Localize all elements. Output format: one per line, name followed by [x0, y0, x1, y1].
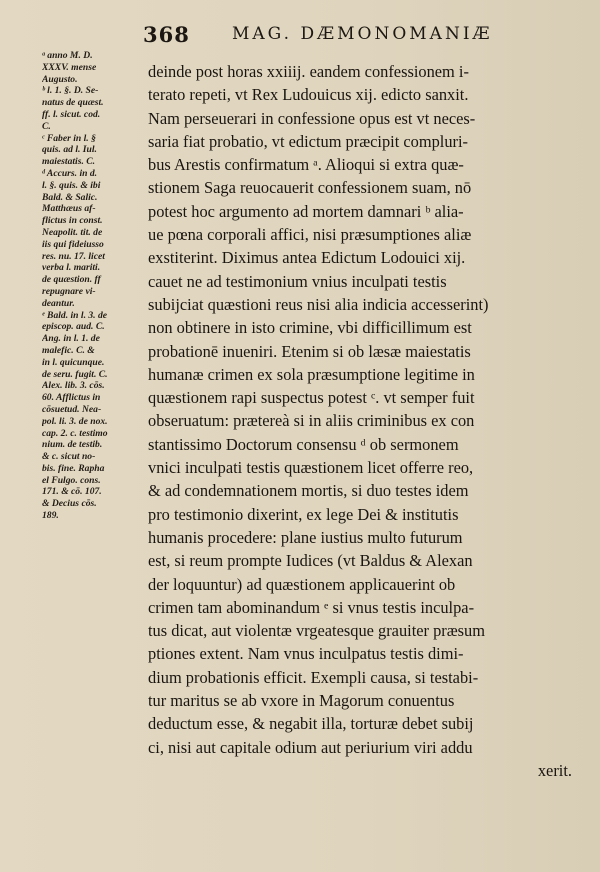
text-line: terato repeti, vt Rex Ludouicus xij. edicto sanxit. — [148, 85, 469, 105]
marginal-note-line: verba l. mariti. — [42, 262, 101, 274]
text-line: est, si reum prompte Iudices (vt Baldus & Alexan — [148, 551, 473, 571]
marginal-note-line: nium. de testib. — [42, 439, 103, 451]
marginal-note-line: deantur. — [42, 297, 75, 309]
marginal-note-line: maiestatis. C. — [42, 156, 96, 168]
marginal-note-line: 60. Afflictus in — [42, 392, 101, 404]
marginal-note-line: cap. 2. c. testimo — [42, 427, 108, 439]
marginal-notes — [42, 50, 152, 522]
text-line: obseruatum: prætereà si in aliis criminibus ex con — [148, 411, 475, 431]
text-line: der loquuntur) ad quæstionem applicauerint ob — [148, 574, 456, 594]
marginal-note-line: res. nu. 17. licet — [42, 250, 105, 262]
text-line: potest hoc argumento ad mortem damnari ᵇ alia- — [148, 201, 464, 221]
text-line: exstiterint. Diximus antea Edictum Lodouici xij. — [148, 248, 466, 268]
text-line: humanæ crimen ex sola præsumptione legitime in — [148, 364, 475, 384]
text-line: non obtinere in isto crimine, vbi difficillimum est — [148, 318, 472, 338]
text-line: saria fiat probatio, vt edictum præcipit compluri- — [148, 131, 468, 151]
marginal-note-line: ᵃ anno M. D. — [42, 50, 93, 61]
marginal-note-line: Matthæus af- — [42, 203, 96, 215]
text-line: vnici inculpati testis quæstionem licet offerre reo, — [148, 458, 474, 478]
text-line: quæstionem rapi suspectus potest ᶜ. vt semper fuit — [148, 388, 475, 408]
marginal-note-line: de quæstion. ff — [42, 274, 101, 286]
marginal-note-line: episcop. aud. C. — [42, 321, 105, 333]
marginal-note-line: natus de quæst. — [42, 97, 104, 109]
marginal-note-line: ᵉ Bald. in l. 3. de — [42, 309, 108, 321]
marginal-note-line: cōsuetud. Nea- — [42, 403, 102, 415]
text-line: pro testimonio dixerint, ex lege Dei & institutis — [148, 504, 459, 524]
marginal-note-line: iis qui fideiusso — [42, 238, 104, 250]
marginal-note-line: malefic. C. & — [42, 344, 95, 356]
text-line: subijciat quæstioni reus nisi alia indicia accesserint) — [148, 294, 489, 314]
marginal-note-line: Neapolit. tit. de — [42, 226, 103, 238]
text-line: dium probationis efficit. Exempli causa, si testabi- — [148, 667, 479, 687]
marginal-note-line: bis. fine. Rapha — [42, 462, 105, 474]
marginal-note-line: pol. li. 3. de nox. — [42, 415, 108, 427]
text-line: bus Arestis confirmatum ᵃ. Alioqui si extra quæ- — [148, 155, 464, 175]
text-line: ci, nisi aut capitale odium aut periurium viri addu — [148, 737, 473, 757]
marginal-note-line: C. — [42, 120, 51, 132]
marginal-note-line: & c. sicut no- — [42, 451, 96, 463]
main-text — [148, 60, 572, 782]
marginal-note-line: el Fulgo. cons. — [42, 474, 101, 486]
marginal-note-line: Ang. in l. 1. de — [42, 333, 100, 345]
marginal-note-line: ᵈ Accurs. in d. — [42, 167, 98, 179]
marginal-note-line: Augusto. — [42, 73, 78, 85]
text-line: deinde post horas xxiiij. eandem confessionem i- — [148, 62, 469, 81]
marginal-note-line: XXXV. mense — [42, 61, 97, 73]
marginal-note-line: & Decius cōs. — [42, 498, 97, 510]
text-line: crimen tam abominandum ᵉ si vnus testis inculpa- — [148, 597, 475, 617]
marginal-note-line: 189. — [42, 510, 59, 522]
marginal-note-line: l. §. quis. & ibi — [42, 179, 101, 191]
marginal-note-line: in l. quicunque. — [42, 356, 105, 368]
text-line: xerit. — [537, 760, 572, 780]
text-line: tus dicat, aut violentæ vrgeatesque grauiter præsum — [148, 621, 485, 641]
marginal-note-line: ᵇ l. 1. §. D. Se- — [42, 85, 99, 97]
text-line: probationē inueniri. Etenim si ob læsæ maiestatis — [148, 341, 471, 361]
marginal-note-line: Alex. lib. 3. cōs. — [42, 380, 105, 392]
marginal-note-line: ff. l. sicut. cod. — [42, 108, 101, 120]
marginal-note-line: repugnare vi- — [42, 285, 96, 297]
marginal-note-line: quis. ad l. Iul. — [42, 144, 97, 156]
marginal-note-line: Bald. & Salic. — [42, 191, 98, 203]
text-line: tur maritus se ab vxore in Magorum conuentus — [148, 691, 455, 711]
text-line: cauet ne ad testimonium vnius inculpati testis — [148, 271, 447, 291]
text-line: humanis procedere: plane iustius multo futurum — [148, 527, 463, 547]
text-line: Nam perseuerari in confessione opus est vt neces- — [148, 108, 476, 128]
running-title: MAG. DÆMONOMANIÆ — [232, 24, 493, 44]
page-number: 368 — [143, 22, 190, 47]
text-line: stionem Saga reuocauerit confessionem suam, nō — [148, 178, 472, 198]
marginal-note-line: ᶜ Faber in l. § — [42, 132, 96, 144]
text-line: ptiones extent. Nam vnus inculpatus testis dimi- — [148, 644, 464, 664]
marginal-note-line: flictus in const. — [42, 215, 103, 227]
text-line: stantissimo Doctorum consensu ᵈ ob sermonem — [148, 434, 459, 454]
text-line: deductum esse, & negabit illa, torturæ debet subij — [148, 714, 474, 734]
text-line: ue pœna corporali affici, nisi præsumptiones aliæ — [148, 225, 472, 245]
text-line: & ad condemnationem mortis, si duo testes idem — [148, 481, 469, 501]
marginal-note-line: de seru. fugit. C. — [42, 368, 108, 380]
marginal-note-line: 171. & cō. 107. — [42, 486, 102, 498]
